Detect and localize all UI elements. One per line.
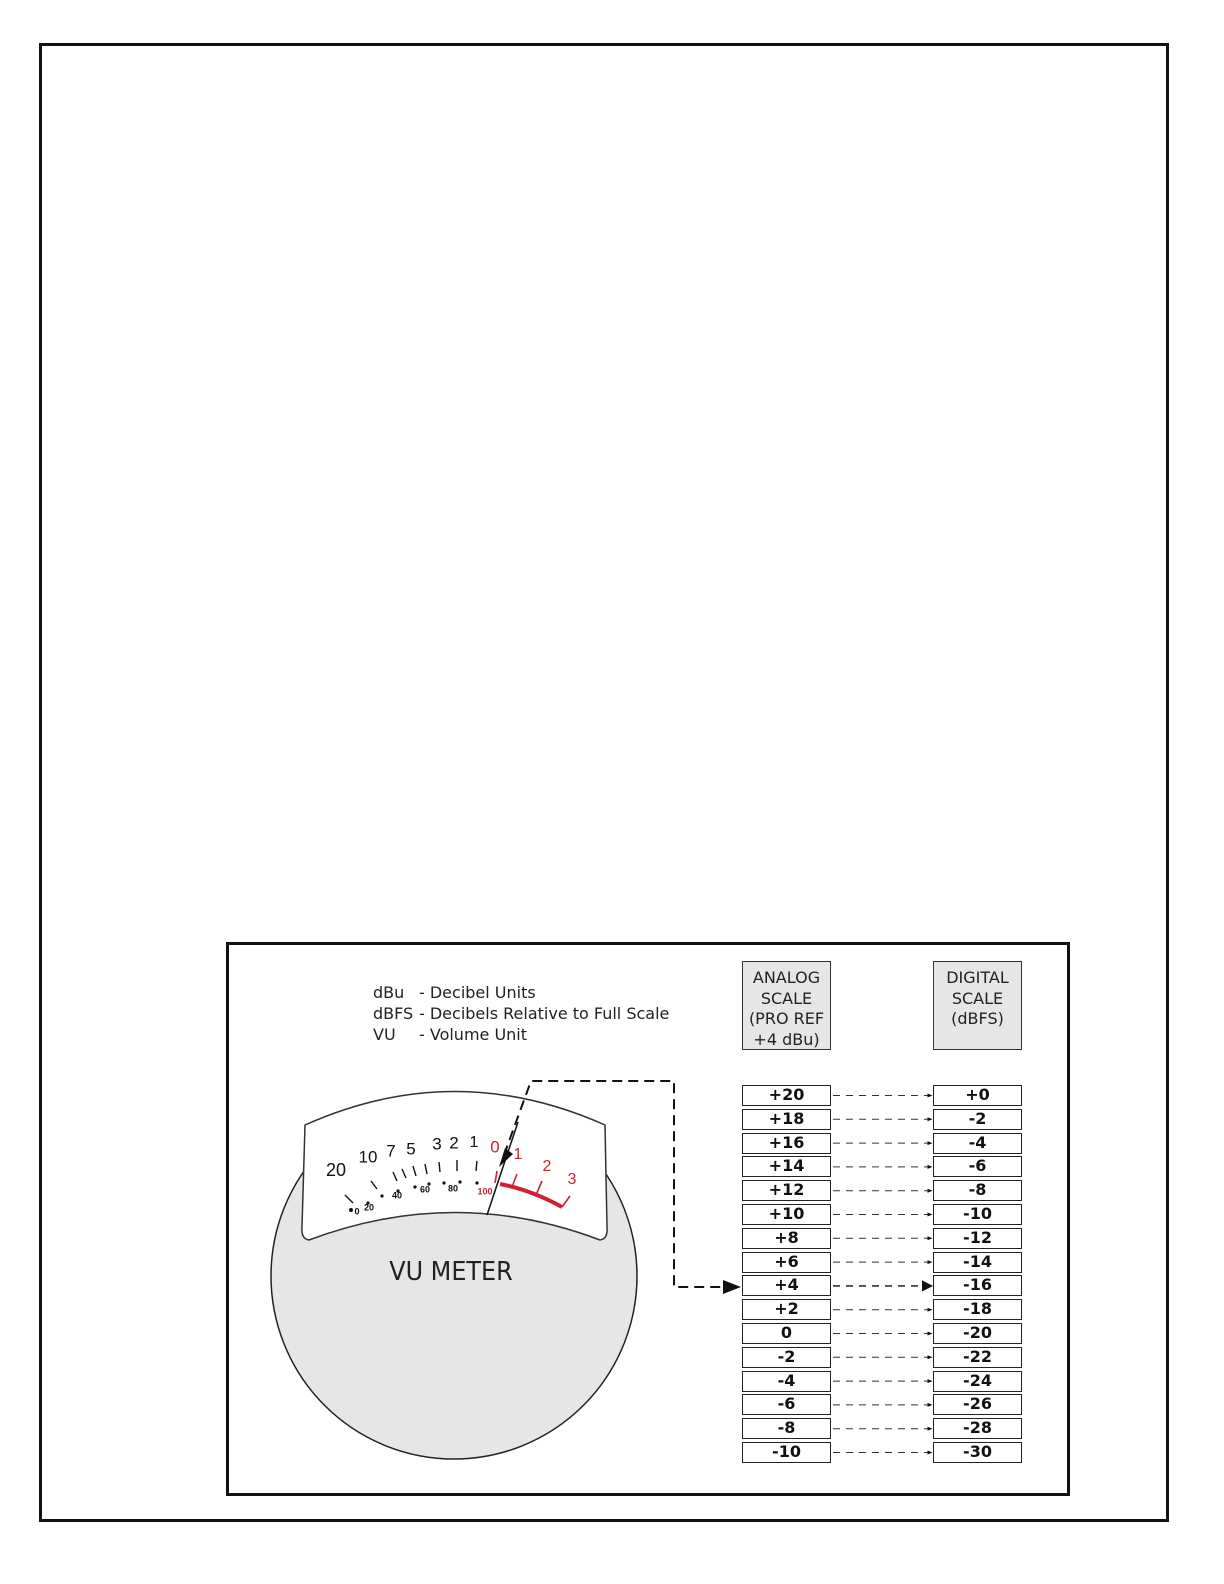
legend-row — [373, 982, 669, 1003]
vu-red-scale-label: 0 — [490, 1137, 500, 1157]
analog-scale-value: +10 — [742, 1204, 831, 1225]
header-line: SCALE — [760, 988, 813, 1008]
digital-scale-header — [933, 961, 1022, 1050]
digital-scale-value: -24 — [933, 1371, 1022, 1392]
vu-percent-label: 60 — [419, 1184, 431, 1195]
vu-meter-title: VU METER — [389, 1257, 513, 1287]
vu-red-scale-label: 2 — [542, 1158, 552, 1175]
analog-scale-value: 0 — [742, 1323, 831, 1344]
percent-dot — [349, 1208, 353, 1212]
analog-scale-value: +2 — [742, 1299, 831, 1320]
analog-scale-header — [742, 961, 831, 1050]
legend-abbr: dBFS — [373, 1004, 414, 1023]
vu-scale-label: 7 — [386, 1141, 396, 1161]
analog-scale-value: -10 — [742, 1442, 831, 1463]
legend-abbr: VU — [373, 1025, 396, 1044]
analog-scale-value: +4 — [742, 1275, 831, 1296]
analog-scale-value: +20 — [742, 1085, 831, 1106]
page-border — [39, 43, 1169, 1522]
vu-red-scale-label: 1 — [513, 1146, 523, 1163]
analog-scale-value: +18 — [742, 1109, 831, 1130]
vu-percent-label: 100 — [477, 1186, 493, 1197]
digital-scale-value: -2 — [933, 1109, 1022, 1130]
scale-tick-1 — [476, 1161, 477, 1171]
digital-scale-value: -20 — [933, 1323, 1022, 1344]
header-line: +4 dBu) — [753, 1029, 820, 1049]
analog-scale-value: +14 — [742, 1156, 831, 1177]
digital-scale-value: -10 — [933, 1204, 1022, 1225]
vu-scale-label: 1 — [469, 1134, 479, 1151]
header-line: ANALOG — [752, 968, 821, 987]
analog-scale-value: -4 — [742, 1371, 831, 1392]
digital-scale-value: -26 — [933, 1394, 1022, 1415]
vu-scale-label: 3 — [432, 1134, 442, 1154]
vu-scale-label: 10 — [358, 1147, 378, 1167]
vu-percent-label: 20 — [363, 1202, 375, 1213]
vu-percent-label: 80 — [447, 1183, 459, 1194]
digital-scale-value: -12 — [933, 1228, 1022, 1249]
digital-scale-value: +0 — [933, 1085, 1022, 1106]
analog-scale-value: -8 — [742, 1418, 831, 1439]
legend-row — [373, 1024, 669, 1045]
analog-scale-value: +12 — [742, 1180, 831, 1201]
digital-scale-value: -6 — [933, 1156, 1022, 1177]
vu-percent-label: 0 — [354, 1206, 360, 1217]
analog-scale-value: -2 — [742, 1347, 831, 1368]
legend-desc: - Decibel Units — [419, 983, 536, 1002]
vu-percent-label: 40 — [391, 1190, 403, 1201]
plus4-arrowhead — [723, 1280, 741, 1294]
legend-desc: - Volume Unit — [419, 1025, 528, 1044]
percent-dot — [380, 1194, 383, 1197]
percent-dot — [413, 1185, 416, 1188]
header-line: (dBFS) — [951, 1009, 1004, 1028]
digital-scale-value: -28 — [933, 1418, 1022, 1439]
digital-scale-value: -14 — [933, 1252, 1022, 1273]
vu-scale-label: 2 — [449, 1133, 459, 1153]
digital-scale-value: -30 — [933, 1442, 1022, 1463]
legend-desc: - Decibels Relative to Full Scale — [419, 1004, 670, 1023]
analog-scale-value: -6 — [742, 1394, 831, 1415]
analog-scale-value: +16 — [742, 1133, 831, 1154]
percent-dot — [442, 1181, 445, 1184]
header-line: SCALE — [951, 988, 1004, 1008]
legend-abbr: dBu — [373, 983, 405, 1002]
legend — [373, 982, 669, 1045]
percent-dot — [458, 1180, 461, 1183]
header-line: (PRO REF — [748, 1009, 825, 1028]
legend-row — [373, 1003, 669, 1024]
digital-scale-value: -8 — [933, 1180, 1022, 1201]
scale-tick-3 — [439, 1162, 440, 1172]
digital-scale-value: -16 — [933, 1275, 1022, 1296]
vu-scale-label: 5 — [406, 1139, 416, 1159]
digital-scale-value: -22 — [933, 1347, 1022, 1368]
vu-scale-label: 20 — [325, 1160, 347, 1180]
digital-scale-value: -4 — [933, 1133, 1022, 1154]
vu-red-scale-label: 3 — [567, 1171, 577, 1188]
analog-scale-value: +8 — [742, 1228, 831, 1249]
header-line: DIGITAL — [946, 968, 1009, 987]
digital-scale-value: -18 — [933, 1299, 1022, 1320]
percent-dot — [475, 1181, 478, 1184]
vu-meter-figure — [226, 942, 1070, 1496]
analog-scale-value: +6 — [742, 1252, 831, 1273]
